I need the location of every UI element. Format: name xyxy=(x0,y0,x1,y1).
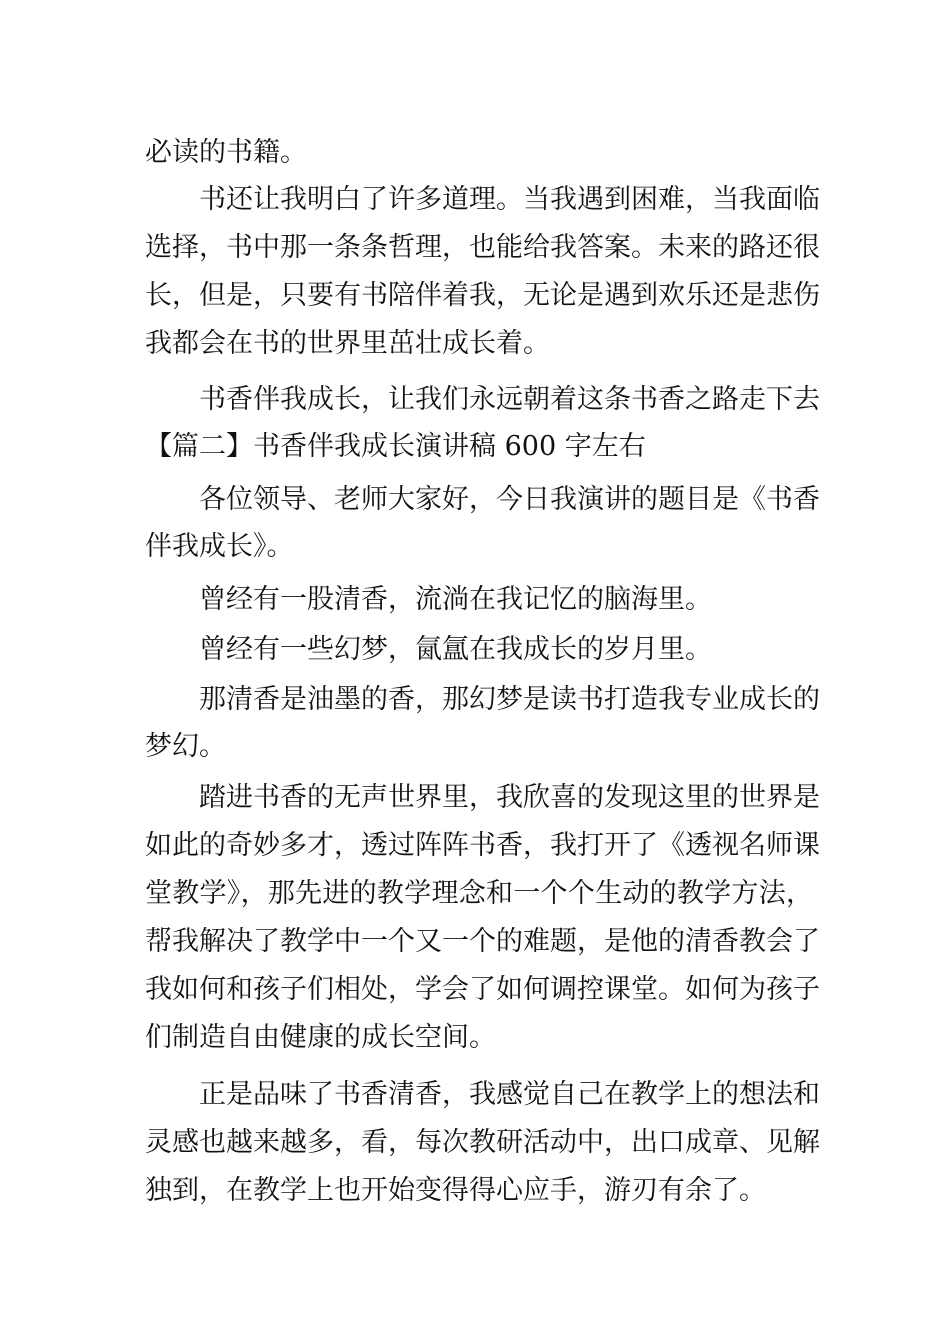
text-line: 堂教学》，那先进的教学理念和一个个生动的教学方法， xyxy=(145,878,813,909)
paragraph-first-line: 正是品味了书香清香，我感觉自己在教学上的想法和 xyxy=(199,1079,820,1110)
text-line: 伴我成长》。 xyxy=(145,531,294,562)
paragraph-first-line: 踏进书香的无声世界里，我欣喜的发现这里的世界是 xyxy=(199,782,820,813)
paragraph-first-line: 书还让我明白了许多道理。当我遇到困难，当我面临 xyxy=(199,184,820,215)
section-heading: 【篇二】书香伴我成长演讲稿 600 字左右 xyxy=(145,431,646,462)
text-line: 必读的书籍。 xyxy=(145,137,307,168)
paragraph-first-line: 各位领导、老师大家好，今日我演讲的题目是《书香 xyxy=(199,484,820,515)
text-line: 如此的奇妙多才，透过阵阵书香，我打开了《透视名师课 xyxy=(145,830,820,861)
paragraph-first-line: 那清香是油墨的香，那幻梦是读书打造我专业成长的 xyxy=(199,684,820,715)
paragraph-first-line: 书香伴我成长，让我们永远朝着这条书香之路走下去 xyxy=(199,384,820,415)
paragraph-first-line: 曾经有一股清香，流淌在我记忆的脑海里。 xyxy=(199,584,712,615)
text-line: 帮我解决了教学中一个又一个的难题，是他的清香教会了 xyxy=(145,926,820,957)
text-line: 我都会在书的世界里茁壮成长着。 xyxy=(145,328,550,359)
text-line: 梦幻。 xyxy=(145,731,226,762)
text-line: 独到，在教学上也开始变得得心应手，游刃有余了。 xyxy=(145,1175,766,1206)
text-line: 长，但是，只要有书陪伴着我，无论是遇到欢乐还是悲伤 xyxy=(145,280,820,311)
text-line: 我如何和孩子们相处，学会了如何调控课堂。如何为孩子 xyxy=(145,974,820,1005)
text-line: 灵感也越来越多，看，每次教研活动中，出口成章、见解 xyxy=(145,1127,820,1158)
paragraph-first-line: 曾经有一些幻梦，氤氲在我成长的岁月里。 xyxy=(199,634,712,665)
text-line: 们制造自由健康的成长空间。 xyxy=(145,1022,496,1053)
text-line: 选择，书中那一条条哲理，也能给我答案。未来的路还很 xyxy=(145,232,820,263)
